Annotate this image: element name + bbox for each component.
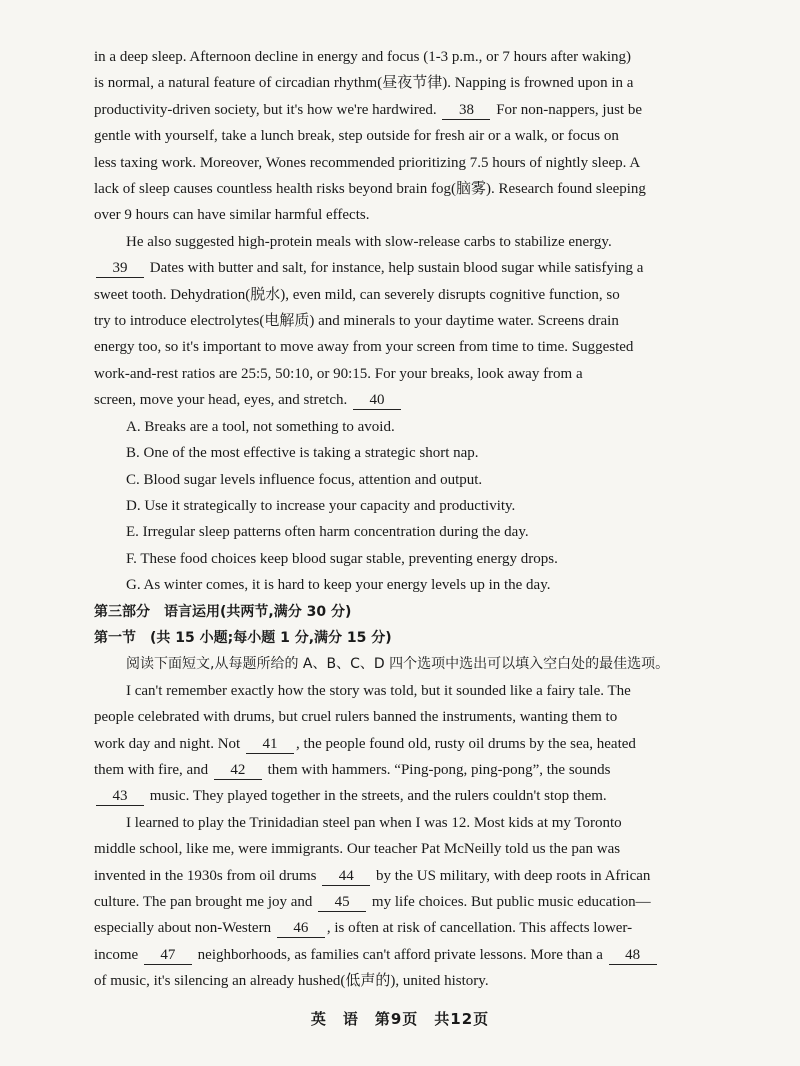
part-3-heading: 第三部分 语言运用(共两节,满分 30 分) [94, 603, 352, 620]
line-text: work-and-rest ratios are 25:5, 50:10, or 90:15. For your breaks, look away from a [94, 365, 583, 382]
option-e: E. Irregular sleep patterns often harm concentration during the day. [126, 524, 529, 541]
text-line [94, 97, 714, 123]
text-line [94, 678, 714, 704]
text-line [94, 387, 714, 413]
answer-blank: 48 [609, 946, 657, 965]
line-text: lack of sleep causes countless health risks beyond brain fog(脑雾). Research found sleeping [94, 181, 646, 198]
answer-blank: 46 [277, 919, 325, 938]
line-text: , is often at risk of cancellation. This affects lower- [326, 920, 633, 937]
line-text: sweet tooth. Dehydration(脱水), even mild, can severely disrupts cognitive function, so [94, 286, 620, 303]
line-text: screen, move your head, eyes, and stretch. [94, 392, 351, 409]
answer-blank: 44 [322, 867, 370, 886]
line-text: invented in the 1930s from oil drums [94, 867, 321, 884]
text-line [94, 202, 714, 228]
answer-blank: 45 [318, 893, 366, 912]
line-text: Dates with butter and salt, for instance, help sustain blood sugar while satisfying a [146, 260, 644, 277]
answer-blank: 40 [353, 391, 401, 410]
text-line [94, 810, 714, 836]
line-text: middle school, like me, were immigrants. Our teacher Pat McNeilly told us the pan was [94, 841, 621, 858]
line-text: work day and night. Not [94, 735, 244, 752]
line-text: people celebrated with drums, but cruel rulers banned the instruments, wanting them to [94, 709, 618, 726]
answer-blank: 38 [442, 101, 490, 120]
options-list [94, 414, 714, 599]
line-text: less taxing work. Moreover, Wones recommended prioritizing 7.5 hours of nightly sleep. A [94, 154, 641, 171]
text-line [94, 70, 714, 96]
passage-1 [94, 44, 714, 229]
line-text: energy too, so it's important to move away from your screen from time to time. Suggested [94, 339, 634, 356]
text-line [94, 282, 714, 308]
text-line [94, 731, 714, 757]
line-text: over 9 hours can have similar harmful effects. [94, 207, 370, 224]
line-text: by the US military, with deep roots in African [372, 867, 651, 884]
answer-blank: 41 [246, 735, 294, 754]
page-footer: 英 语 第9页 共12页 [310, 1010, 490, 1028]
line-text: culture. The pan brought me joy and [94, 894, 317, 910]
answer-blank: 43 [96, 787, 144, 806]
line-text: gentle with yourself, take a lunch break, step outside for fresh air or a walk, or focus on [94, 128, 619, 145]
text-line [94, 757, 714, 783]
option-f: F. These food choices keep blood sugar stable, preventing energy drops. [126, 550, 558, 567]
answer-blank: 39 [96, 259, 144, 278]
line-text: music. They played together in the streets, and the rulers couldn't stop them. [146, 788, 607, 805]
line-text: For non-nappers, just be [492, 101, 642, 118]
option-g: G. As winter comes, it is hard to keep your energy levels up in the day. [126, 577, 551, 594]
section-1-heading: 第一节 (共 15 小题;每小题 1 分,满分 15 分) [94, 629, 392, 646]
line-text: productivity-driven society, but it's how we're hardwired. [94, 101, 441, 118]
cloze-paragraph-2 [94, 810, 714, 995]
answer-blank: 47 [144, 946, 192, 965]
text-line [94, 915, 714, 941]
answer-blank: 42 [214, 761, 262, 780]
option-d: D. Use it strategically to increase your capacity and productivity. [126, 497, 516, 514]
line-text: He also suggested high-protein meals with slow-release carbs to stabilize energy. [126, 233, 612, 250]
text-line [94, 123, 714, 149]
directions: 阅读下面短文,从每题所给的 A、B、C、D 四个选项中选出可以填入空白处的最佳选项。 [126, 656, 670, 673]
text-line [94, 334, 714, 360]
line-text: them with fire, and [94, 761, 212, 778]
line-text: especially about non-Western [94, 920, 275, 937]
line-text: I learned to play the Trinidadian steel pan when I was 12. Most kids at my Toronto [126, 814, 622, 831]
line-text: , the people found old, rusty oil drums by the sea, heated [295, 735, 636, 752]
line-text: my life choices. But public music education— [368, 894, 651, 910]
text-line [94, 836, 714, 862]
line-text: I can't remember exactly how the story was told, but it sounded like a fairy tale. The [126, 682, 631, 699]
text-line [94, 361, 714, 387]
line-text: neighborhoods, as families can't afford private lessons. More than a [193, 946, 607, 963]
option-b: B. One of the most effective is taking a strategic short nap. [126, 445, 479, 462]
cloze-paragraph-1 [94, 678, 714, 810]
text-line [94, 783, 714, 809]
line-text: income [94, 946, 142, 963]
text-line [94, 889, 714, 915]
line-text: of music, it's silencing an already hushed(低声的), united history. [94, 973, 489, 990]
line-text: try to introduce electrolytes(电解质) and minerals to your daytime water. Screens drain [94, 313, 619, 330]
text-line [94, 229, 714, 255]
line-text: them with hammers. “Ping-pong, ping-pong”, the sounds [263, 761, 611, 778]
text-line [94, 150, 714, 176]
line-text: is normal, a natural feature of circadian rhythm(昼夜节律). Napping is frowned upon in a [94, 75, 634, 92]
line-text: in a deep sleep. Afternoon decline in energy and focus (1-3 p.m., or 7 hours after waking) [94, 49, 632, 65]
text-line [94, 255, 714, 281]
text-line [94, 704, 714, 730]
text-line [94, 942, 714, 968]
option-c: C. Blood sugar levels influence focus, attention and output. [126, 471, 483, 488]
text-line [94, 968, 714, 994]
text-line [94, 308, 714, 334]
passage-2 [94, 229, 714, 414]
option-a: A. Breaks are a tool, not something to avoid. [126, 418, 395, 435]
text-line [94, 863, 714, 889]
text-line [94, 176, 714, 202]
text-line [94, 44, 714, 70]
